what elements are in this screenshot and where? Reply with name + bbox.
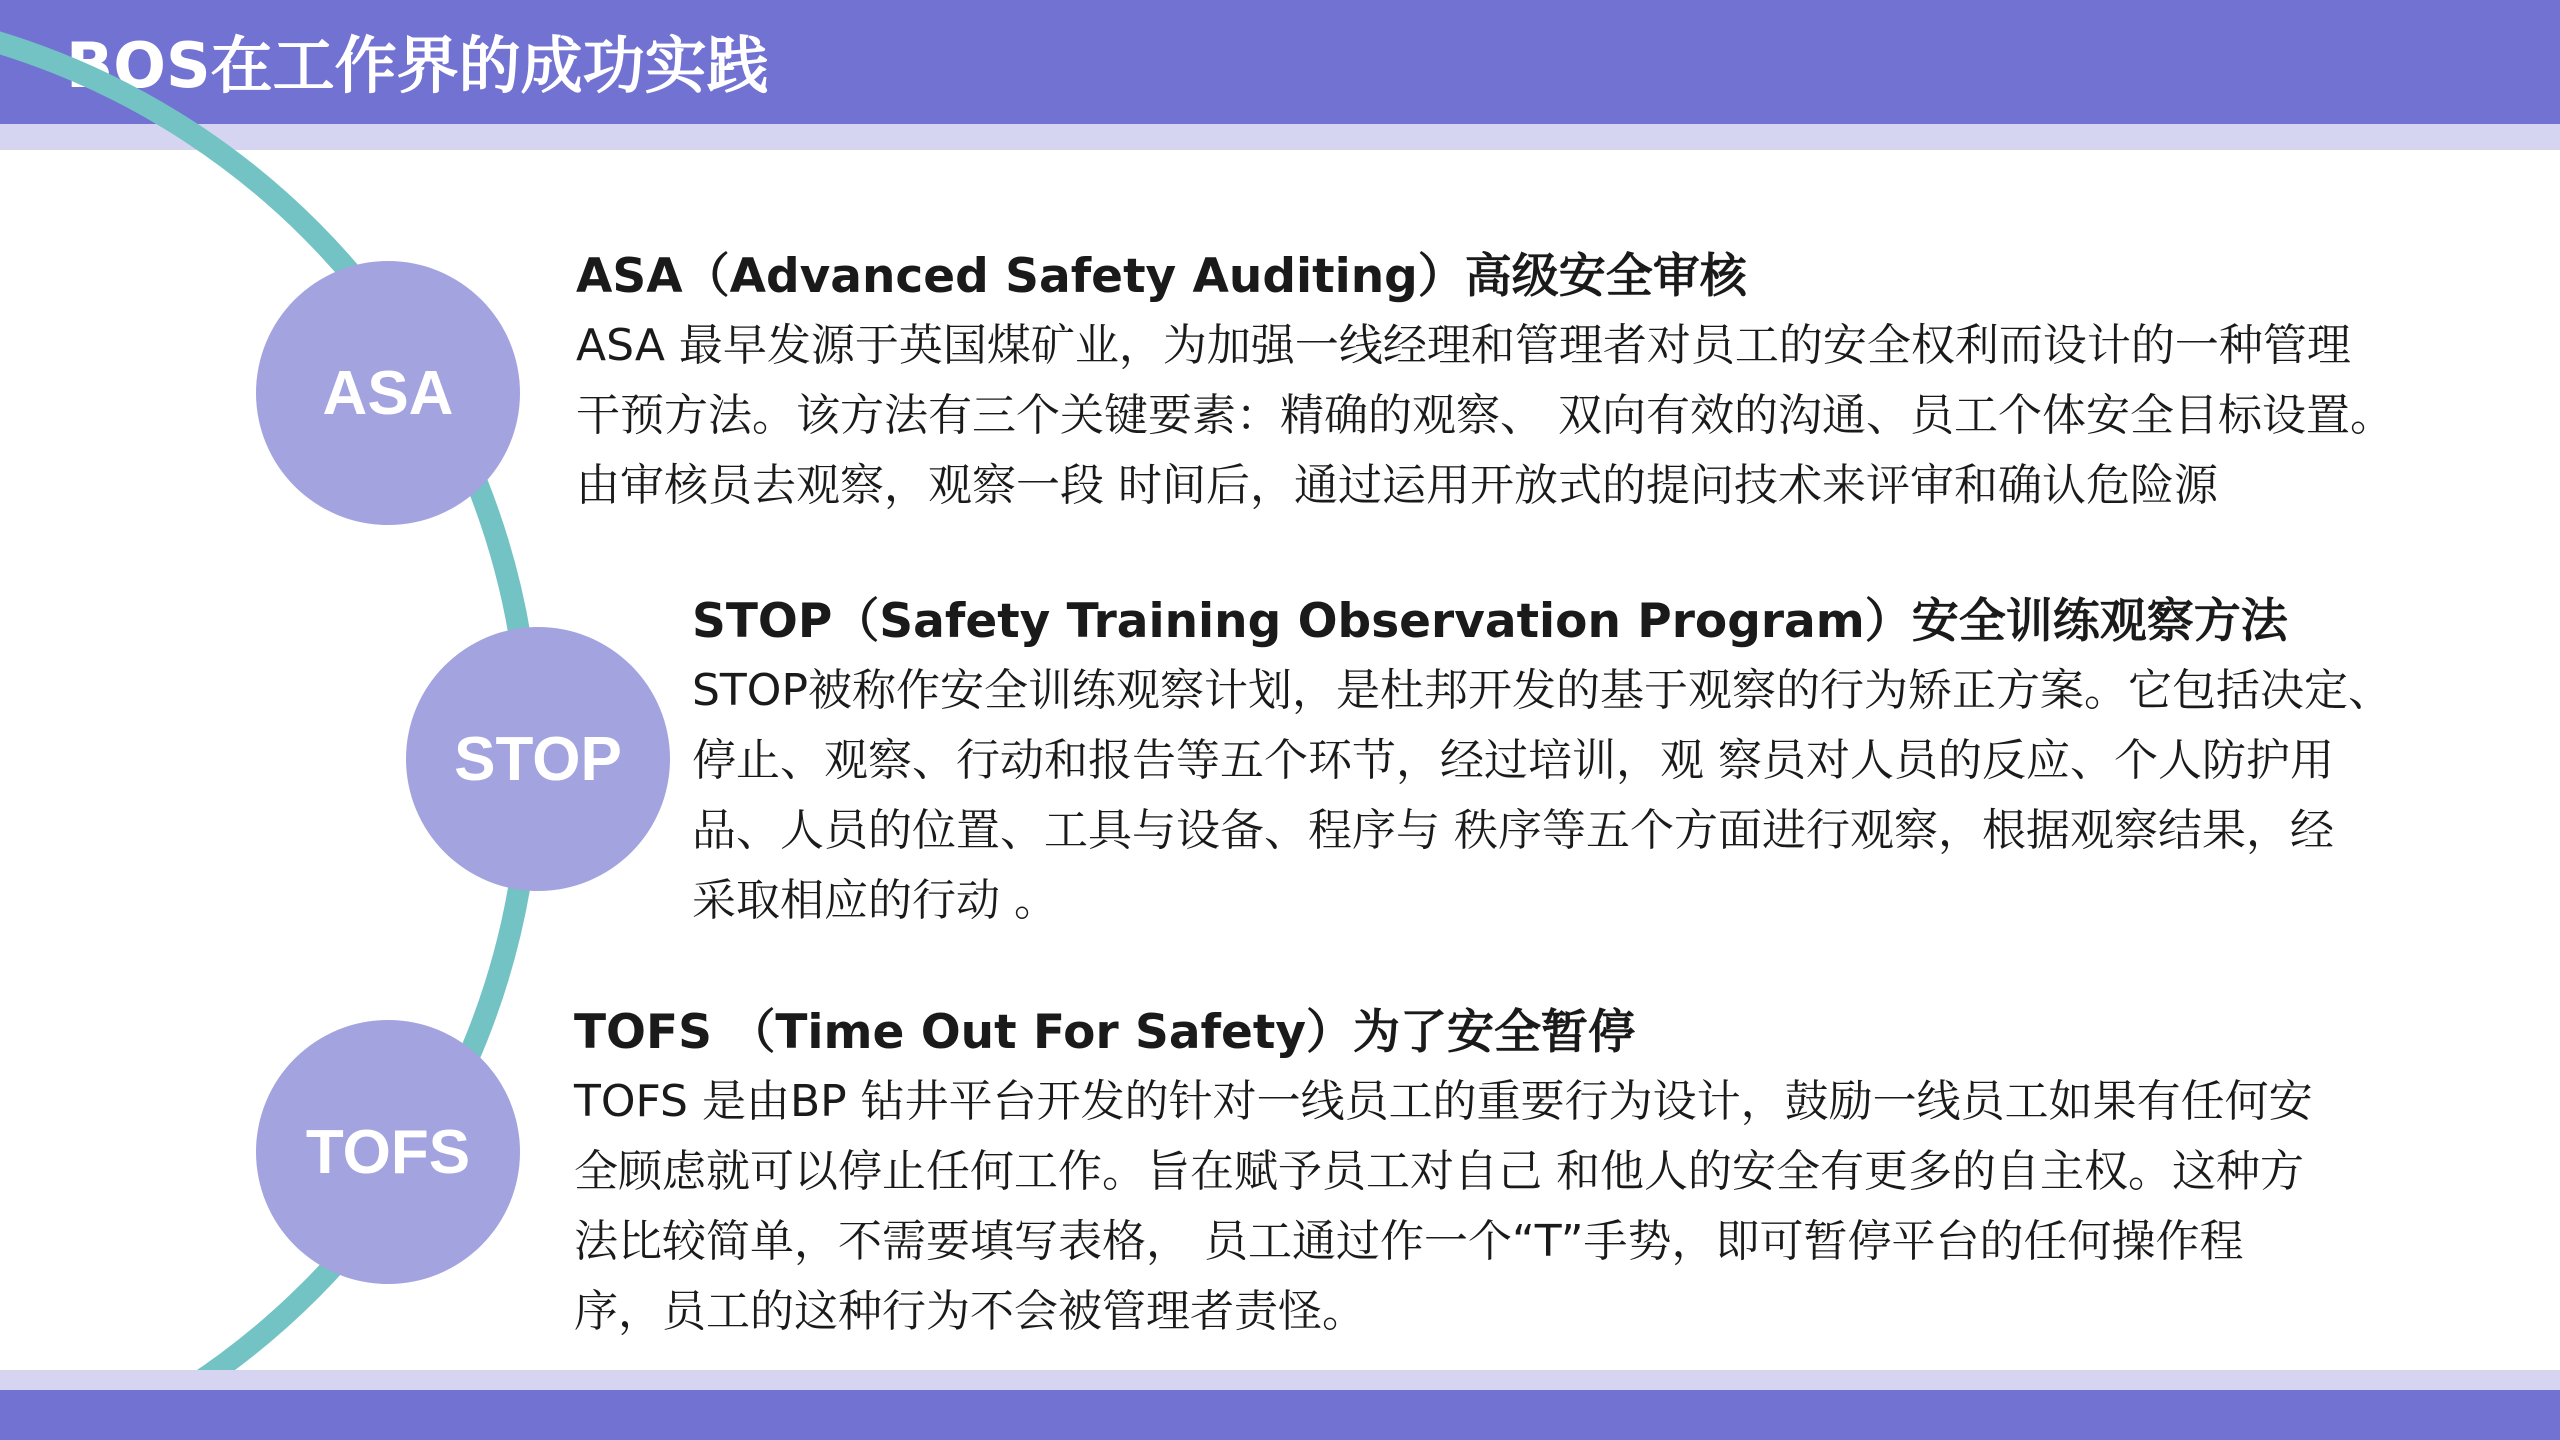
footer-stripe — [0, 1370, 2560, 1390]
tofs-heading: TOFS （Time Out For Safety）为了安全暂停 — [574, 1005, 1635, 1060]
tofs-line-2: 全顾虑就可以停止任何工作。旨在赋予员工对自己 和他人的安全有更多的自主权。这种方 — [574, 1146, 2304, 1197]
tofs-badge — [256, 1020, 520, 1284]
tofs-line-3: 法比较简单，不需要填写表格， 员工通过作一个“T”手势，即可暂停平台的任何操作程 — [574, 1216, 2244, 1267]
stop-line-1: STOP被称作安全训练观察计划，是杜邦开发的基于观察的行为矫正方案。它包括决定、 — [692, 665, 2392, 716]
stop-block — [692, 588, 2392, 936]
tofs-line-1: TOFS 是由BP 钻井平台开发的针对一线员工的重要行为设计，鼓励一线员工如果有任何安 — [574, 1076, 2313, 1127]
stop-line-3: 品、人员的位置、工具与设备、程序与 秩序等五个方面进行观察，根据观察结果，经 — [692, 805, 2334, 856]
tofs-line-4: 序，员工的这种行为不会被管理者责怪。 — [574, 1286, 1366, 1337]
stop-line-2: 停止、观察、行动和报告等五个环节，经过培训，观 察员对人员的反应、个人防护用 — [692, 735, 2334, 786]
tofs-badge-label: TOFS — [305, 1117, 471, 1187]
footer-bar — [0, 1390, 2560, 1440]
asa-badge — [256, 261, 520, 525]
asa-line-3: 由审核员去观察，观察一段 时间后，通过运用开放式的提问技术来评审和确认危险源 — [576, 460, 2218, 511]
tofs-block — [574, 999, 2313, 1347]
asa-heading: ASA（Advanced Safety Auditing）高级安全审核 — [576, 249, 1747, 304]
stop-heading: STOP（Safety Training Observation Program）安全训练观察方法 — [692, 594, 2288, 649]
asa-line-1: ASA 最早发源于英国煤矿业，为加强一线经理和管理者对员工的安全权利而设计的一种管理 — [576, 320, 2351, 371]
asa-line-2: 干预方法。该方法有三个关键要素：精确的观察、 双向有效的沟通、员工个体安全目标设置。 — [576, 390, 2394, 441]
slide-title: BOS在工作界的成功实践 — [66, 29, 769, 102]
asa-badge-label: ASA — [322, 358, 454, 428]
stop-badge-label: STOP — [454, 724, 622, 794]
stop-line-4: 采取相应的行动 。 — [692, 875, 1058, 926]
stop-badge — [406, 627, 670, 891]
asa-block — [576, 243, 2394, 521]
